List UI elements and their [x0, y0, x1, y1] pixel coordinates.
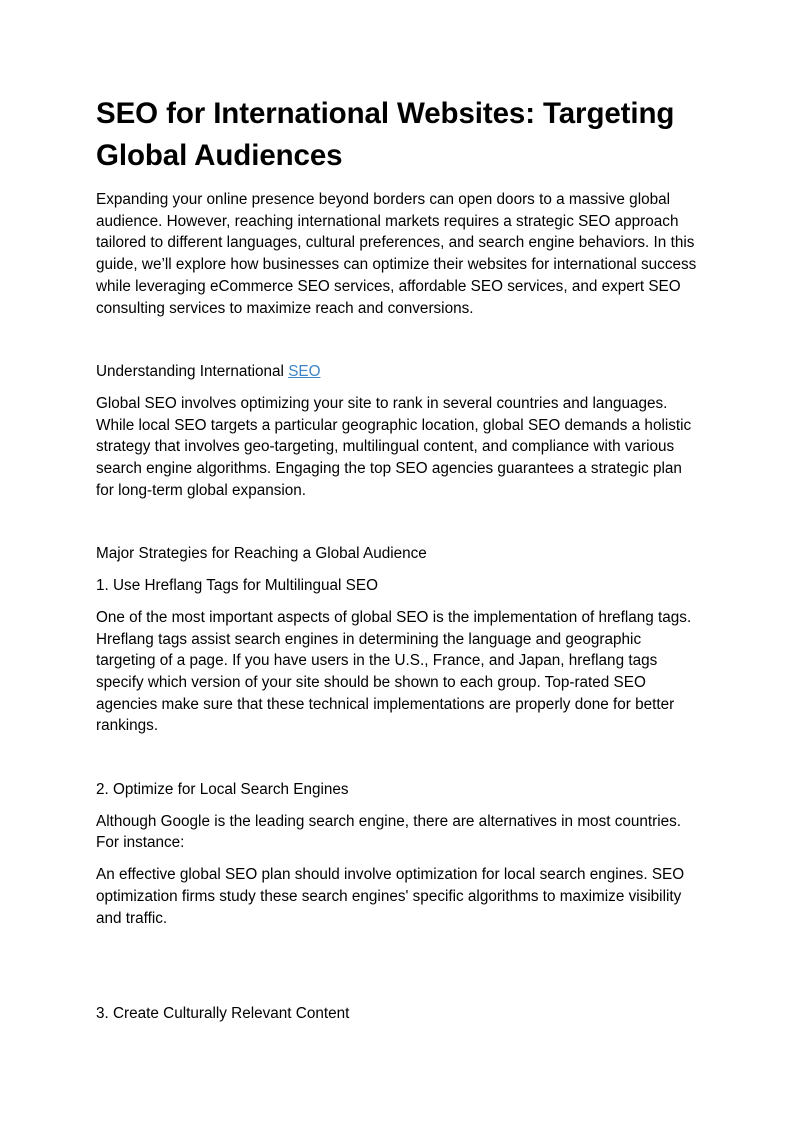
understanding-heading: [96, 361, 700, 383]
local-engines-paragraph-1: Although Google is the leading search engine, there are alternatives in most countries. For instance:: [96, 812, 682, 852]
hreflang-heading: 1. Use Hreflang Tags for Multilingual SEO: [96, 577, 378, 595]
local-engines-paragraph-2: An effective global SEO plan should involve optimization for local search engines. SEO optimization firms study these search engines' specific algorithms to maximize visibility and traffic.: [96, 866, 685, 927]
seo-link[interactable]: SEO: [288, 363, 321, 381]
cultural-content-heading: 3. Create Culturally Relevant Content: [96, 1005, 350, 1023]
strategies-heading: Major Strategies for Reaching a Global Audience: [96, 545, 427, 563]
hreflang-paragraph: One of the most important aspects of global SEO is the implementation of hreflang tags. Hreflang tags assist search engines in determining the language and geographic targeting of a page. If you have users in the U.S., France, and Japan, hreflang tags specify which version of your site should be shown to each group. Top-rated SEO agencies make sure that these technical implementations are properly done for better rankings.: [96, 608, 692, 735]
understanding-heading-text: Understanding International: [96, 363, 289, 381]
understanding-paragraph: Global SEO involves optimizing your site to rank in several countries and languages. While local SEO targets a particular geographic location, global SEO demands a holistic strategy that involves geo-targeting, multilingual content, and compliance with various search engine algorithms. Engaging the top SEO agencies guarantees a strategic plan for long-term global expansion.: [96, 394, 692, 499]
intro-paragraph: Expanding your online presence beyond borders can open doors to a massive global audience. However, reaching international markets requires a strategic SEO approach tailored to different languages, cultural preferences, and search engine behaviors. In this guide, we’ll explore how businesses can optimize their websites for international success while leveraging eCommerce SEO services, affordable SEO services, and expert SEO consulting services to maximize reach and conversions.: [96, 191, 697, 317]
document-page: [96, 93, 700, 1025]
local-engines-heading: 2. Optimize for Local Search Engines: [96, 781, 349, 799]
page-title: SEO for International Websites: Targeting Global Audiences: [96, 97, 675, 172]
